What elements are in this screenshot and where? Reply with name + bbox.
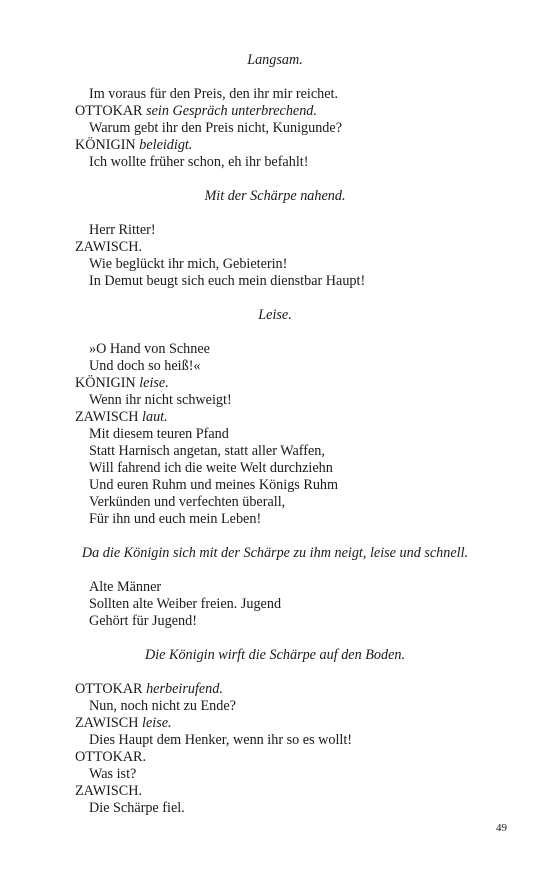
speaker-name: ZAWISCH bbox=[75, 409, 139, 425]
stage-direction: beleidigt. bbox=[139, 137, 193, 153]
verse-line: Wie beglückt ihr mich, Gebieterin! bbox=[89, 256, 288, 272]
stage-direction: Langsam. bbox=[247, 52, 303, 68]
verse-line: »O Hand von Schnee bbox=[89, 341, 210, 357]
speaker-line bbox=[75, 715, 172, 732]
stage-direction: laut. bbox=[142, 409, 168, 425]
verse-line: Nun, noch nicht zu Ende? bbox=[89, 698, 236, 714]
verse-line: Verkünden und verfechten überall, bbox=[89, 494, 286, 510]
verse-line: Gehört für Jugend! bbox=[89, 613, 197, 629]
verse-line: Die Schärpe fiel. bbox=[89, 800, 185, 816]
verse-line: Statt Harnisch angetan, statt aller Waffen, bbox=[89, 443, 325, 459]
speaker-name: OTTOKAR bbox=[75, 681, 143, 697]
speaker-line bbox=[75, 375, 169, 392]
verse-line: Sollten alte Weiber freien. Jugend bbox=[89, 596, 282, 612]
speaker-name: KÖNIGIN bbox=[75, 137, 136, 153]
stage-direction: Mit der Schärpe nahend. bbox=[204, 188, 346, 204]
speaker-line bbox=[75, 103, 317, 120]
verse-line: In Demut beugt sich euch mein dienstbar Haupt! bbox=[89, 273, 366, 289]
stage-direction: Da die Königin sich mit der Schärpe zu ihm neigt, leise und schnell. bbox=[81, 545, 469, 561]
verse-line: Und euren Ruhm und meines Königs Ruhm bbox=[89, 477, 339, 493]
stage-direction: herbeirufend. bbox=[146, 681, 223, 697]
stage-direction: Die Königin wirft die Schärpe auf den Boden. bbox=[144, 647, 406, 663]
verse-line: Herr Ritter! bbox=[89, 222, 156, 238]
verse-line: Dies Haupt dem Henker, wenn ihr so es wollt! bbox=[89, 732, 353, 748]
page-number: 49 bbox=[496, 822, 507, 834]
verse-line: Im voraus für den Preis, den ihr mir reichet. bbox=[89, 86, 338, 102]
speaker-name: ZAWISCH bbox=[75, 715, 139, 731]
speaker-name: KÖNIGIN bbox=[75, 375, 136, 391]
speaker-name: OTTOKAR. bbox=[75, 749, 147, 765]
stage-direction: leise. bbox=[139, 375, 169, 391]
verse-line: Ich wollte früher schon, eh ihr befahlt! bbox=[89, 154, 309, 170]
speaker-name: ZAWISCH. bbox=[75, 783, 143, 799]
stage-direction: leise. bbox=[142, 715, 172, 731]
verse-line: Für ihn und euch mein Leben! bbox=[89, 511, 262, 527]
verse-line: Und doch so heiß!« bbox=[89, 358, 201, 374]
verse-line: Alte Männer bbox=[89, 579, 162, 595]
speaker-name: ZAWISCH. bbox=[75, 239, 143, 255]
verse-line: Was ist? bbox=[89, 766, 137, 782]
verse-line: Wenn ihr nicht schweigt! bbox=[89, 392, 232, 408]
speaker-line bbox=[75, 137, 192, 154]
stage-direction: Leise. bbox=[258, 307, 292, 323]
verse-line: Mit diesem teuren Pfand bbox=[89, 426, 229, 442]
stage-direction: sein Gespräch unterbrechend. bbox=[146, 103, 317, 119]
verse-line: Will fahrend ich die weite Welt durchziehn bbox=[89, 460, 333, 476]
speaker-line bbox=[75, 681, 223, 698]
speaker-name: OTTOKAR bbox=[75, 103, 143, 119]
verse-line: Warum gebt ihr den Preis nicht, Kunigunde? bbox=[89, 120, 342, 136]
speaker-line bbox=[75, 409, 168, 426]
